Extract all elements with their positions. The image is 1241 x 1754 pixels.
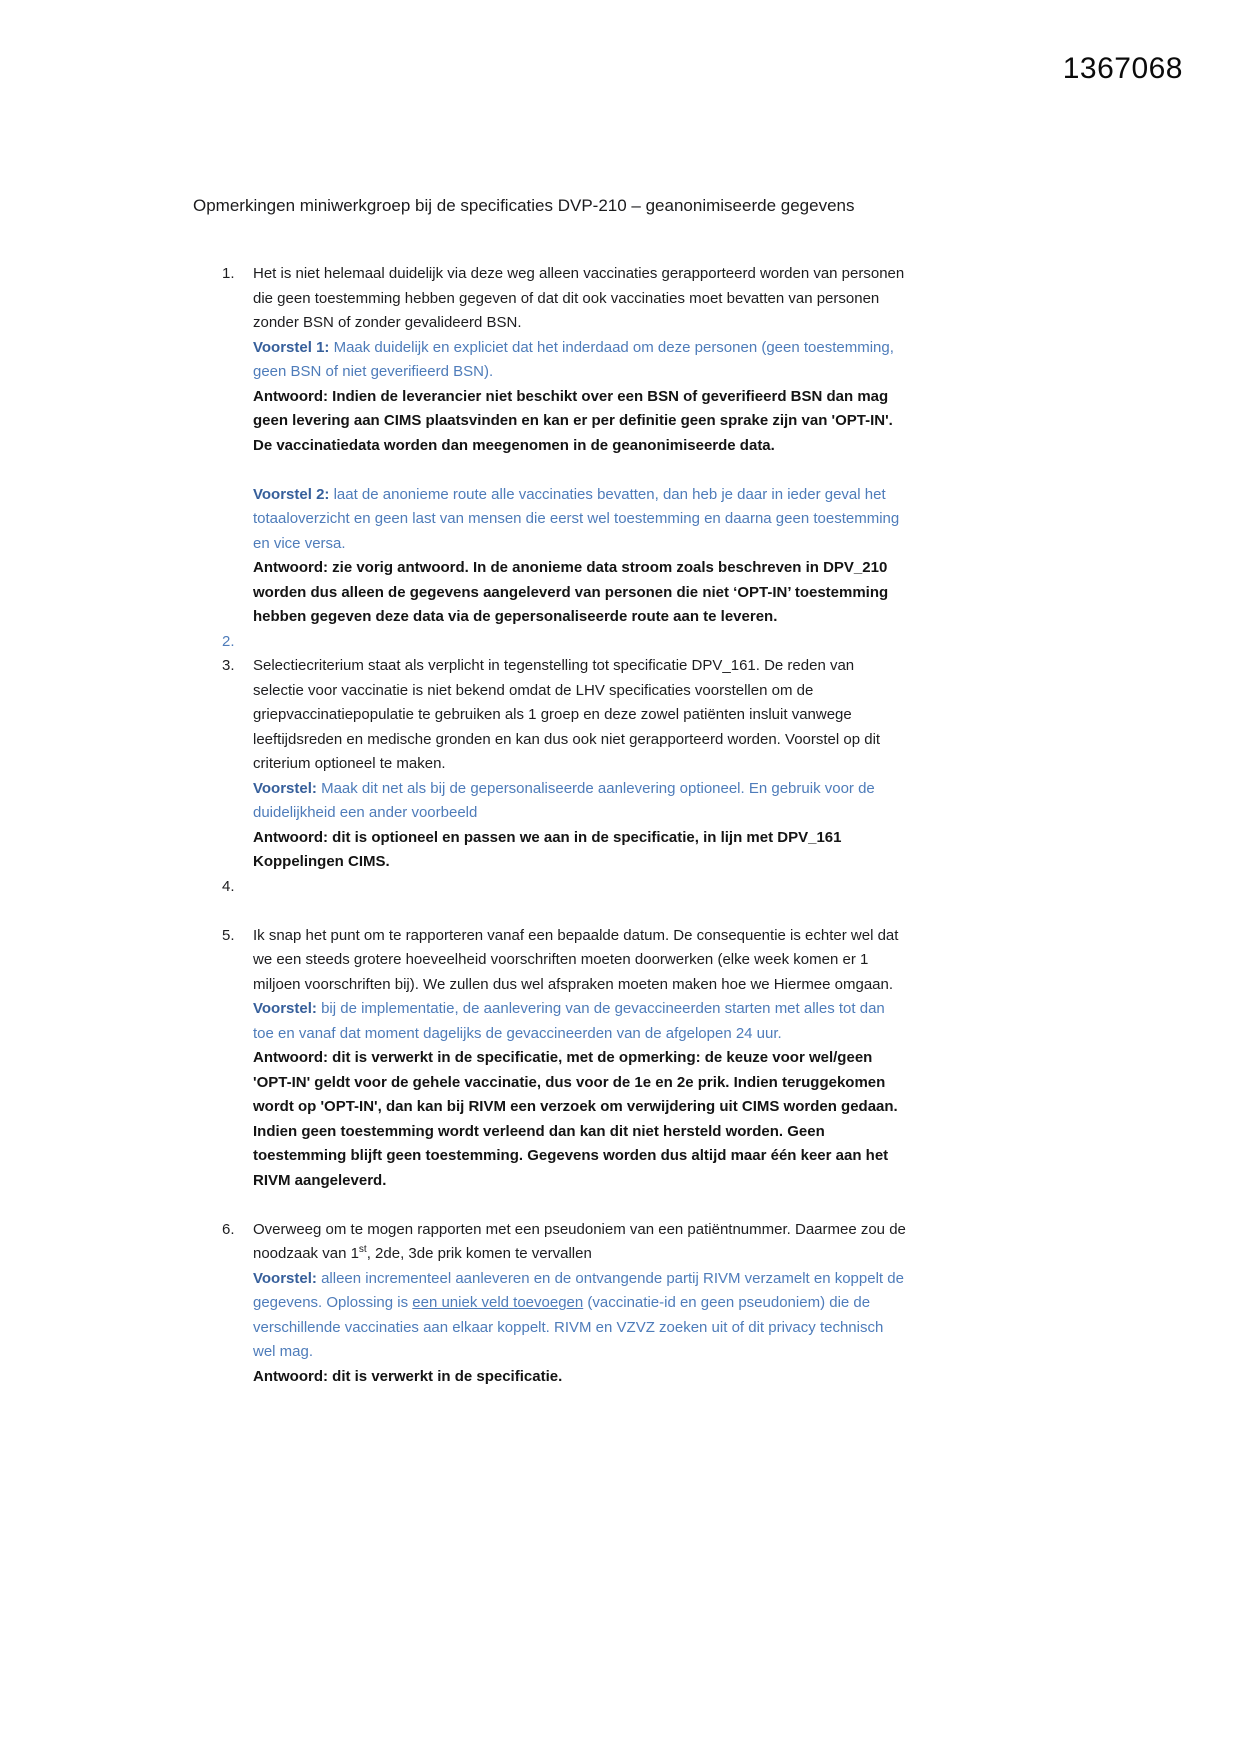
- answer-text: dit is verwerkt in de specificatie.: [327, 1367, 563, 1385]
- answer-paragraph: [253, 556, 908, 630]
- answer-label: Antwoord:: [253, 828, 328, 846]
- proposal-label: Voorstel 1:: [253, 338, 330, 356]
- list-item-5: [222, 924, 923, 1194]
- item-number: 3.: [222, 657, 235, 674]
- list-item-4: [222, 875, 923, 900]
- answer-label: Antwoord:: [253, 1049, 328, 1066]
- list-item-6: [222, 1218, 923, 1390]
- answer-paragraph: [253, 1046, 908, 1193]
- proposal-paragraph: [253, 1267, 908, 1365]
- proposal-paragraph: [253, 483, 908, 557]
- item-content: [253, 630, 908, 655]
- proposal-paragraph: [253, 777, 908, 826]
- document-number: 1367068: [1062, 52, 1183, 85]
- document-title: Opmerkingen miniwerkgroep bij de specificaties DVP-210 – geanonimiseerde gegevens: [193, 196, 855, 215]
- numbered-list: [222, 262, 923, 1389]
- proposal-paragraph: [253, 336, 908, 385]
- blank-line: [253, 458, 908, 483]
- item-number: 4.: [222, 877, 235, 895]
- item-number: 6.: [222, 1220, 235, 1238]
- answer-label: Antwoord:: [253, 387, 328, 405]
- list-item-1: [222, 262, 923, 630]
- answer-paragraph: [253, 1365, 908, 1390]
- item-number: 5.: [222, 926, 235, 944]
- body-paragraph: Ik snap het punt om te rapporteren vanaf een bepaalde datum. De consequentie is echter wel dat we een steeds grotere hoeveelheid voorschriften moeten doorwerken (elke week komen er 1 miljoen voorschriften bij). We zullen dus wel afspraken moeten maken hoe we Hiermee omgaan.: [253, 926, 899, 993]
- proposal-text: Maak duidelijk en expliciet dat het inderdaad om deze personen (geen toestemming, geen BSN of niet geverifieerd BSN).: [253, 338, 894, 380]
- proposal-label: Voorstel 2:: [253, 485, 330, 503]
- underlined-text: een uniek veld toevoegen: [412, 1294, 584, 1311]
- body-text: Overweeg om te mogen rapporten met een pseudoniem van een patiëntnummer. Daarmee zou de noodzaak van 1: [253, 1220, 906, 1262]
- answer-text: dit is verwerkt in de specificatie, met de opmerking: de keuze voor wel/geen 'OPT-IN' geldt voor de gehele vaccinatie, dus voor de 1e en 2e prik. Indien teruggekomen wordt op 'OPT-IN', dan kan bij RIVM een verzoek om verwijdering uit CIMS worden gedaan. Indien geen toestemming wordt verleend dan kan dit niet hersteld worden. Geen toestemming blijft geen toestemming. Gegevens worden dus altijd maar één keer aan het RIVM aangeleverd.: [253, 1049, 898, 1189]
- item-content: [253, 924, 908, 1194]
- document-content: [193, 196, 923, 1389]
- item-number: 1.: [222, 265, 235, 282]
- item-content: [253, 875, 908, 900]
- item-number: 2.: [222, 632, 235, 650]
- answer-label: Antwoord:: [253, 1367, 328, 1385]
- list-item-3: [222, 654, 923, 875]
- body-text: , 2de, 3de prik komen te vervallen: [366, 1245, 592, 1262]
- answer-paragraph: [253, 385, 908, 459]
- answer-text: Indien de leverancier niet beschikt over een BSN of geverifieerd BSN dan mag geen levering aan CIMS plaatsvinden en kan er per definitie geen sprake zijn van 'OPT-IN'. De vaccinatiedata worden dan meegenomen in de geanonimiseerde data.: [253, 387, 893, 454]
- answer-text: zie vorig antwoord. In de anonieme data stroom zoals beschreven in DPV_210 worden dus alleen de gegevens aangeleverd van personen die niet ‘OPT-IN’ toestemming hebben gegeven deze data via de gepersonaliseerde route aan te leveren.: [253, 559, 889, 625]
- item-content: [253, 1218, 908, 1390]
- answer-text: dit is optioneel en passen we aan in de specificatie, in lijn met DPV_161 Koppelingen CIMS.: [253, 828, 842, 870]
- proposal-text: (vaccinatie-id en geen pseudoniem) die de verschillende vaccinaties aan elkaar koppelt. RIVM en VZVZ zoeken uit of dit privacy technisch wel mag.: [253, 1294, 884, 1360]
- proposal-paragraph: [253, 997, 908, 1046]
- superscript-text: st: [358, 1244, 367, 1255]
- body-paragraph: Het is niet helemaal duidelijk via deze weg alleen vaccinaties gerapporteerd worden van personen die geen toestemming hebben gegeven of dat dit ook vaccinaties moet bevatten van personen zonder BSN of zonder gevalideerd BSN.: [253, 265, 905, 331]
- proposal-text: alleen incrementeel aanleveren en de ontvangende partij RIVM verzamelt en koppelt de gegevens. Oplossing is: [253, 1269, 904, 1311]
- answer-paragraph: [253, 826, 908, 875]
- list-item-2: [222, 630, 923, 655]
- body-paragraph: [253, 1218, 908, 1267]
- item-content: [253, 262, 908, 630]
- item-content: [253, 654, 908, 875]
- proposal-label: Voorstel:: [253, 1000, 317, 1017]
- answer-label: Antwoord:: [253, 559, 328, 576]
- proposal-text: bij de implementatie, de aanlevering van de gevaccineerden starten met alles tot dan toe en vanaf dat moment dagelijks de gevaccineerden van de afgelopen 24 uur.: [253, 1000, 885, 1042]
- body-paragraph: Selectiecriterium staat als verplicht in tegenstelling tot specificatie DPV_161. De reden van selectie voor vaccinatie is niet bekend omdat de LHV specificaties voorstellen om de griepvaccinatiepopulatie te gebruiken als 1 groep en deze zowel patiënten insluit vanwege leeftijdsreden en medische gronden en kan dus ook niet gerapporteerd worden. Voorstel op dit criterium optioneel te maken.: [253, 657, 881, 772]
- proposal-label: Voorstel:: [253, 1269, 317, 1287]
- proposal-text: laat de anonieme route alle vaccinaties bevatten, dan heb je daar in ieder geval het totaaloverzicht en geen last van mensen die eerst wel toestemming en daarna geen toestemming en vice versa.: [253, 485, 900, 552]
- proposal-label: Voorstel:: [253, 779, 317, 797]
- proposal-text: Maak dit net als bij de gepersonaliseerde aanlevering optioneel. En gebruik voor de duidelijkheid een ander voorbeeld: [253, 779, 875, 821]
